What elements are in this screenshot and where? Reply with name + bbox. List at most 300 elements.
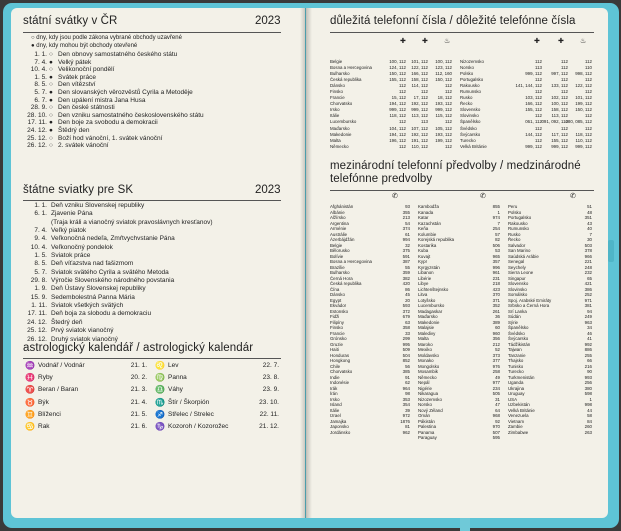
country-name: Irák (330, 385, 338, 391)
zodiac-row (155, 397, 281, 409)
bookmark-ribbon[interactable] (460, 518, 470, 531)
holiday-name: Sviatok svätého Cyrila a svätého Metoda (51, 268, 169, 276)
emergency-number: 194, 112 (389, 131, 406, 137)
dial-code: 358 (402, 325, 410, 330)
holiday-row (21, 327, 291, 335)
dial-code: 420 (402, 281, 410, 286)
emergency-number: 113 (535, 65, 542, 71)
emergency-number: 158, 112 (551, 107, 568, 113)
zodiac-sign-icon: ♒ (25, 361, 35, 370)
zodiac-date: 21. 4. (130, 398, 147, 406)
prefix-column-2 (418, 204, 502, 441)
country-name: Slovensko (508, 281, 529, 286)
country-name: Lucembursko (330, 119, 357, 125)
country-name: Jordánsko (330, 429, 351, 435)
country-name: Gruzie (330, 341, 343, 347)
emergency-number: 194, 112 (389, 101, 406, 107)
holiday-row (21, 112, 291, 120)
zodiac-name: Býk (38, 398, 49, 406)
country-name: Černá Hora (330, 275, 353, 281)
emergency-number: 104, 112 (389, 125, 406, 131)
ambulance-icon: ✚ (558, 38, 564, 45)
store-status-icon: ○ (49, 142, 53, 150)
country-name: Austrálie (330, 231, 348, 237)
dial-code: 7 (589, 231, 592, 237)
holiday-row (21, 66, 291, 74)
dial-code: 91 (405, 374, 410, 380)
zodiac-sign-icon: ♋ (25, 421, 35, 431)
holiday-name: Velikonoční pondělí (58, 66, 115, 74)
emergency-number: 118, 112 (389, 113, 406, 119)
dial-code: 354 (402, 402, 410, 407)
emergency-number: 091, 092, 112 (541, 119, 568, 125)
country-name: Rusko (460, 95, 473, 101)
dial-code: 299 (402, 336, 410, 341)
holiday-name: Deň víťazstva nad fašizmom (51, 260, 134, 268)
country-name: Japonsko (330, 424, 349, 429)
zodiac-date: 22. 7. (262, 362, 279, 369)
country-name: Kyrgyzstán (418, 264, 440, 270)
prefix-title: mezinárodní telefonní předvolby / medzinárodné telefónne predvolby (330, 160, 581, 185)
emergency-number: 112 (561, 65, 568, 71)
emergency-number: 999, 112 (551, 143, 568, 149)
country-name: Honduras (330, 352, 350, 358)
country-name: Somálsko (508, 292, 528, 297)
emergency-number: 166, 112 (525, 101, 542, 107)
holiday-name: Veľký piatok (51, 227, 87, 235)
country-name: Turkmenistán (508, 374, 535, 380)
country-name: Norsko (460, 65, 474, 71)
emergency-number: 193, 112 (435, 101, 452, 107)
emergency-number: 112 (535, 113, 542, 119)
dial-code: 855 (492, 204, 500, 209)
dial-code: 94 (587, 308, 592, 314)
dial-code: 48 (587, 209, 592, 215)
dial-code: 263 (584, 429, 592, 435)
prefix-row (508, 430, 594, 436)
emergency-number: 112 (561, 59, 568, 64)
dial-code: 86 (405, 286, 410, 292)
country-name: Afghánistán (330, 204, 354, 209)
holiday-date: 1. 5. (34, 252, 47, 260)
dial-code: 58 (587, 413, 592, 418)
dial-code: 56 (405, 363, 410, 369)
country-name: Grónsko (330, 336, 347, 341)
dial-code: 355 (402, 209, 410, 215)
emergency-number: 112 (399, 119, 406, 125)
emergency-number: 080, 085, 112 (565, 119, 592, 125)
country-name: Bělorusko (330, 248, 350, 253)
country-name: Malta (418, 336, 429, 341)
country-name: Tunisko (508, 363, 524, 369)
country-name: Litva (418, 292, 428, 297)
country-name: Rusko (508, 231, 521, 237)
dial-code: 595 (492, 435, 500, 440)
dial-code: 977 (492, 380, 500, 385)
dial-code: 503 (584, 242, 592, 248)
country-name: Řecko (460, 101, 473, 107)
dial-code: 971 (584, 297, 592, 303)
holiday-row (21, 269, 291, 277)
holiday-name: Zjavenie Pána (51, 210, 93, 218)
spine-gutter (300, 8, 312, 518)
holiday-date: 5. 7. (34, 88, 47, 96)
country-name: Island (330, 402, 342, 407)
emergency-number: 112 (535, 77, 542, 83)
sk-year: 2023 (255, 184, 281, 196)
country-name: San Marino (508, 248, 531, 253)
zodiac-sign-icon: ♉ (25, 397, 35, 407)
country-name: Bulharsko (330, 270, 350, 275)
emergency-number: 112 (585, 89, 592, 95)
emergency-number: 158, 112 (411, 77, 428, 83)
country-name: Nigérie (418, 385, 432, 391)
dial-code: 30 (587, 237, 592, 242)
country-name: Ázerbájdžán (330, 237, 355, 242)
country-name: Dánsko (330, 292, 345, 297)
country-name: Sýrie (508, 319, 519, 325)
country-name: Libye (418, 281, 429, 286)
dial-code: 258 (492, 369, 500, 374)
elastic-band[interactable] (608, 240, 614, 262)
dial-code: 591 (402, 253, 410, 259)
zodiac-row (25, 421, 149, 433)
country-name: Mosambik (418, 369, 439, 374)
holiday-row (21, 260, 291, 268)
country-name: Pákistán (418, 418, 435, 424)
country-name: Bosna a Hercegovina (330, 65, 372, 71)
emergency-number: 112 (445, 143, 452, 149)
emergency-number: 15, 112 (391, 95, 406, 101)
zodiac-name: Lev (168, 362, 179, 369)
zodiac-name: Blíženci (38, 410, 61, 418)
emergency-number: 191, 112 (411, 137, 428, 143)
holiday-name: Den obnovy samostatného českého státu (58, 51, 178, 58)
dial-code: 31 (495, 396, 500, 402)
country-name: Salvador (508, 242, 526, 248)
prefix-icons (330, 192, 600, 202)
fire-icon: ♨ (444, 38, 451, 45)
emergency-number: 100, 112 (389, 59, 406, 64)
country-name: Korejská republika (418, 237, 455, 242)
zodiac-name: Rak (38, 422, 50, 430)
country-name: Španělsko (460, 119, 481, 125)
zodiac-sign-icon: ♈ (25, 385, 35, 395)
zodiac-row (155, 372, 281, 384)
country-name: Řecko (508, 237, 521, 242)
store-status-icon: ○ (49, 66, 53, 74)
emergency-number: 999, 112 (411, 107, 428, 113)
holiday-row (21, 294, 291, 302)
police-icon: ✚ (534, 38, 540, 45)
holiday-name: Boží hod vánoční, 1. svátek vánoční (58, 134, 163, 142)
dial-code: 90 (587, 369, 592, 374)
country-name: Mexiko (418, 347, 432, 352)
fire-icon: ♨ (580, 38, 587, 45)
dial-code: 370 (492, 292, 500, 297)
emergency-number: 102, 112 (551, 95, 568, 101)
country-name: Monako (418, 358, 434, 363)
holiday-name: Den boje za svobodu a demokracii (58, 119, 158, 127)
holiday-name: Svátek práce (58, 73, 96, 81)
holiday-row (21, 97, 291, 105)
emergency-number: 112 (561, 125, 568, 131)
dial-code: 216 (584, 363, 592, 369)
emergency-number: 999, 112 (435, 107, 452, 113)
holiday-row (21, 219, 291, 227)
dial-code: 54 (405, 220, 410, 226)
country-name: Velká Británie (460, 143, 487, 149)
cz-legend (31, 35, 182, 50)
dial-code: 357 (492, 259, 500, 264)
holiday-date: 24. 12. (27, 318, 47, 326)
emergency-number: 112 (399, 89, 406, 95)
zodiac-row (25, 372, 149, 384)
holiday-row (21, 142, 291, 150)
dial-code: 359 (402, 270, 410, 275)
country-name: Nikaragua (418, 391, 439, 396)
country-name: Senegal (508, 259, 525, 264)
emergency-number: 150, 112 (575, 107, 592, 113)
dial-code: 234 (492, 385, 500, 391)
prefix-row (330, 430, 412, 436)
holiday-name: Druhý sviatok vianočný (51, 335, 118, 343)
dial-code: 974 (492, 215, 500, 220)
country-name: Švédsko (460, 125, 477, 131)
zodiac-date: 23. 10. (259, 398, 279, 406)
holiday-date: 7. 4. (34, 58, 47, 66)
country-name: Argentina (330, 220, 349, 226)
holiday-name: Sviatok práce (51, 252, 91, 260)
dial-code: 509 (402, 347, 410, 352)
dial-code: 962 (402, 429, 410, 435)
emergency-number: 112 (399, 83, 406, 89)
ambulance-icon: ✚ (422, 38, 428, 45)
store-status-icon: ○ (49, 111, 53, 119)
zodiac-name: Střelec / Strelec (168, 410, 214, 418)
country-name: Irsko (330, 107, 340, 113)
zodiac-name: Váhy (168, 386, 183, 394)
dial-code: 231 (492, 275, 500, 281)
country-name: Malta (330, 137, 341, 143)
holiday-row (21, 319, 291, 327)
dial-code: 598 (584, 391, 592, 396)
holiday-row (21, 135, 291, 143)
dial-code: 256 (584, 380, 592, 385)
emergency-number: 100, 112 (551, 101, 568, 107)
country-name: Brazílie (330, 264, 345, 270)
country-name: Alžírsko (330, 215, 346, 220)
cz-year: 2023 (255, 15, 281, 27)
holiday-row (21, 252, 291, 260)
store-status-icon: ○ (49, 51, 53, 58)
country-name: Itálie (330, 407, 340, 413)
dial-code: 252 (584, 292, 592, 297)
holiday-date: 8. 5. (34, 260, 47, 268)
zodiac-date: 21. 12. (259, 422, 279, 430)
dial-code: 970 (492, 424, 500, 429)
emergency-number: 103, 112 (525, 95, 542, 101)
holiday-name: Den slovanských věrozvěstů Cyrila a Metoděje (58, 88, 193, 96)
prefix-row (418, 435, 502, 441)
country-name: Egypt (330, 297, 342, 303)
holiday-row (21, 202, 291, 210)
country-name: Irsko (330, 396, 340, 402)
dial-code: 46 (587, 330, 592, 336)
dial-code: 352 (492, 303, 500, 308)
dial-code: 507 (492, 429, 500, 435)
dial-code: 33 (405, 330, 410, 336)
zodiac-row (25, 384, 149, 396)
emergency-number: 155, 112 (525, 107, 542, 113)
country-name: Rakousko (460, 83, 480, 89)
country-name: Švýcarsko (460, 131, 481, 137)
holiday-name: Výročie Slovenského národného povstania (51, 277, 175, 285)
dial-code: 886 (584, 347, 592, 352)
dial-code: 351 (584, 215, 592, 220)
holiday-row (21, 74, 291, 82)
emergency-number: 113, 112 (551, 113, 568, 119)
phone-icon: ✆ (392, 193, 398, 200)
country-name: Libérie (418, 275, 432, 281)
holiday-name: Velký pátek (58, 58, 92, 66)
holiday-row (21, 227, 291, 235)
country-name: Srí Lanka (508, 308, 527, 314)
holiday-date: 15. 9. (30, 293, 47, 301)
country-name: Portugalsko (460, 77, 484, 83)
country-name: Arménie (330, 226, 347, 231)
country-name: Írán (330, 391, 338, 396)
dial-code: 504 (402, 352, 410, 358)
dial-code: 374 (402, 226, 410, 231)
dial-code: 45 (405, 292, 410, 297)
dial-code: 49 (495, 374, 500, 380)
country-name: Belgie (330, 59, 343, 64)
country-name: Kambodža (418, 204, 439, 209)
country-name: Spoj. Arabské Emiráty (508, 297, 552, 303)
country-name: Nový Zéland (418, 407, 443, 413)
holiday-date: 29. 8. (30, 277, 47, 285)
dial-code: 61 (405, 231, 410, 237)
emergency-number: 997, 112 (551, 71, 568, 77)
dial-code: 81 (405, 424, 410, 429)
holiday-name: Štedrý deň (51, 318, 83, 326)
emergency-number: 166, 112 (411, 71, 428, 77)
dial-code: 55 (405, 264, 410, 270)
holiday-name: Sedembolestná Panna Mária (51, 293, 135, 301)
holiday-row (21, 59, 291, 67)
country-name: Norsko (418, 402, 432, 407)
country-name: Sierra Leone (508, 270, 534, 275)
holiday-date: 10. 4. (30, 243, 47, 251)
zodiac-date: 22. 11. (259, 410, 279, 418)
emergency-number: 112 (399, 143, 406, 149)
zodiac-date: 21. 5. (130, 410, 147, 418)
country-name: Portugalsko (508, 215, 532, 220)
dial-code: 976 (492, 363, 500, 369)
country-name: Chile (330, 363, 341, 369)
country-name: Katar (418, 215, 429, 220)
country-name: Estonsko (330, 308, 349, 314)
holiday-date: 1. 9. (34, 285, 47, 293)
holiday-name: Deň boja za slobodu a demokraciu (51, 310, 152, 318)
store-status-icon: ○ (49, 134, 53, 142)
country-name: Indonésie (330, 380, 350, 385)
zodiac-sign-icon: ♐ (155, 409, 165, 419)
country-name: Turecko (460, 137, 476, 143)
country-name: Nizozemsko (418, 396, 442, 402)
zodiac-sign-icon: ♊ (25, 409, 35, 419)
dial-code: 39 (405, 407, 410, 413)
holiday-name: Den vzniku samostatného československého státu (58, 111, 204, 119)
holiday-name: Deň Ústavy Slovenskej republiky (51, 285, 146, 293)
holiday-date: 6. 7. (34, 96, 47, 104)
holiday-row (21, 119, 291, 127)
dial-code: 1 (589, 396, 592, 402)
country-name: Slovinsko (508, 286, 527, 292)
holiday-date: 17. 11. (27, 310, 47, 318)
country-name: Španělsko (508, 325, 529, 330)
emergency-number: 144, 112 (525, 131, 542, 137)
country-name: Hongkong (330, 358, 351, 363)
dial-code: 60 (495, 325, 500, 330)
dial-code: 381 (584, 303, 592, 308)
holiday-date: 5. 7. (34, 268, 47, 276)
country-name: Haiti (330, 347, 339, 352)
dial-code: 994 (402, 237, 410, 242)
country-name: Singapur (508, 275, 526, 281)
emergency-number: 100, 112 (435, 59, 452, 64)
country-name: Ukrajina (508, 385, 525, 391)
divider (330, 190, 594, 191)
dial-code: 593 (402, 303, 410, 308)
holiday-name: Sviatok všetkých svätých (51, 302, 124, 310)
emergency-number: 199, 112 (435, 137, 452, 143)
country-name: Srbsko a Černá Hora (508, 303, 550, 308)
phones-title: důležitá telefonní čísla / dôležité telefónne čísla (330, 15, 576, 27)
dial-code: 992 (584, 341, 592, 347)
country-name: Kanada (418, 209, 434, 215)
country-name: Lotyšsko (418, 297, 436, 303)
store-status-icon: ● (49, 73, 53, 81)
dial-code: 385 (402, 369, 410, 374)
zodiac-sign-icon: ♌ (155, 361, 165, 370)
zodiac-date: 23. 8. (262, 374, 279, 382)
holiday-date: 28. 10. (27, 111, 47, 119)
emergency-number: 112 (585, 125, 592, 131)
emergency-number: 061, 112 (525, 119, 542, 125)
dial-code: 421 (584, 281, 592, 286)
dial-code: 53 (495, 248, 500, 253)
phone-icons-right (460, 37, 600, 47)
legend-line: ○ dny, kdy jsou podle zákona vybrané obchody uzavřené (31, 35, 182, 41)
dial-code: 92 (495, 418, 500, 424)
holiday-row (21, 285, 291, 293)
dial-code: 1876 (400, 418, 410, 424)
country-name: Chorvatsko (330, 101, 353, 107)
dial-code: 371 (492, 297, 500, 303)
holiday-row (21, 127, 291, 135)
dial-code: 65 (587, 275, 592, 281)
country-name: Bulharsko (330, 71, 350, 77)
holiday-name: Den vítězství (58, 81, 96, 89)
emergency-number: 112 (421, 89, 428, 95)
emergency-number: 112 (561, 89, 568, 95)
dial-code: 972 (402, 413, 410, 418)
holiday-row (21, 244, 291, 252)
emergency-number: 110 (585, 65, 592, 71)
holiday-date: 9. 4. (34, 235, 47, 243)
